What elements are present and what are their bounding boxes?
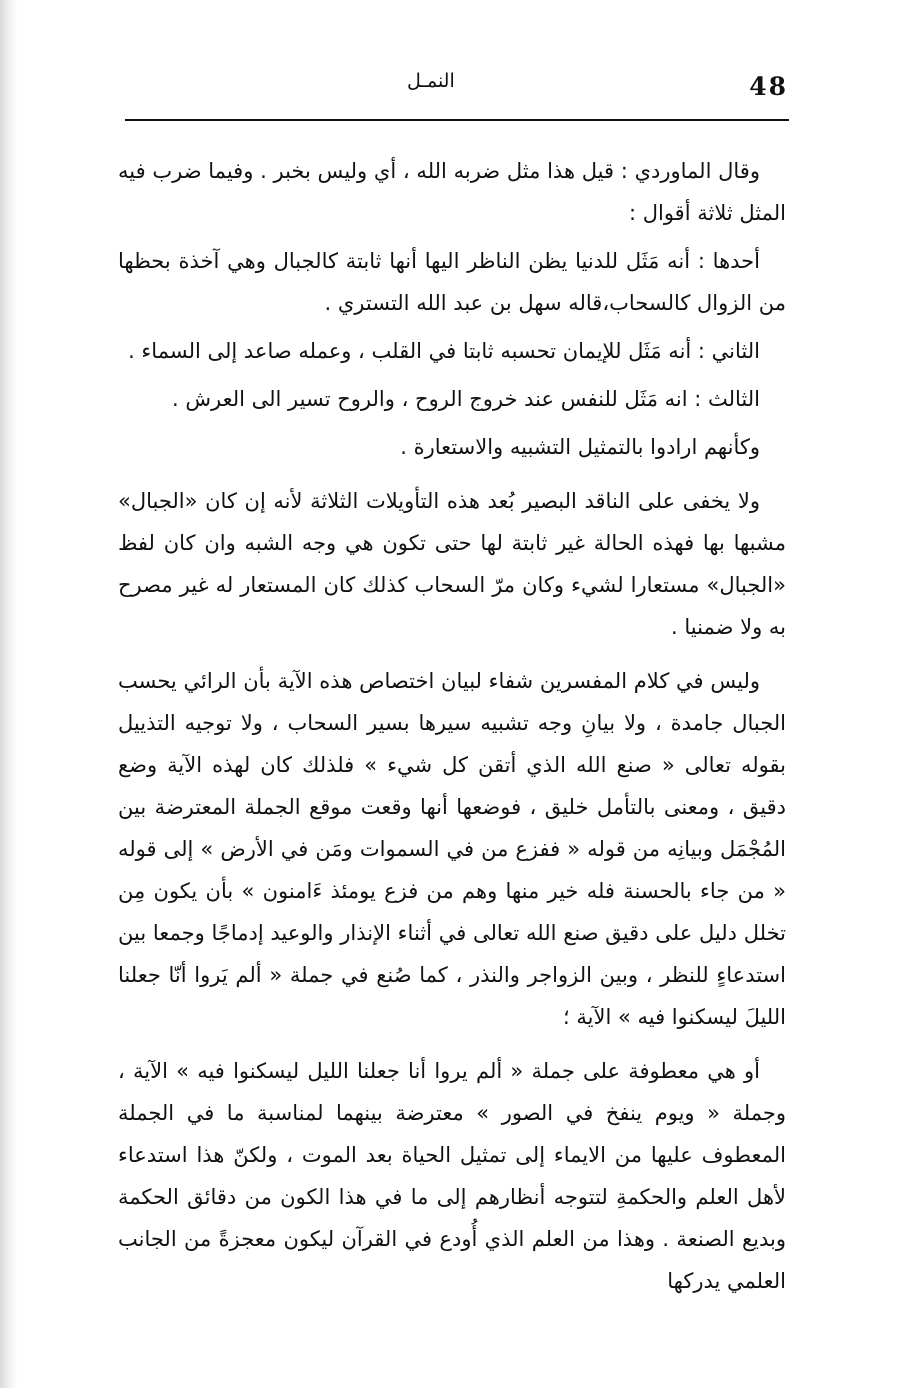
paragraph-first-opinion: أحدها : أنه مَثَل للدنيا يظن الناظر اليها أنها ثابتة كالجبال وهي آخذة بحظها من الزوال كالسحاب،قاله سهل بن عبد الله التستري .	[118, 249, 786, 315]
paragraph-critique: ولا يخفى على الناقد البصير بُعد هذه التأويلات الثلاثة لأنه إن كان «الجبال» مشبها بها فهذه الحالة غير ثابتة لها حتى تكون هي وجه الشبه وان كان لفظ «الجبال» مستعارا لشيء وكان مرّ السحاب كذلك كان المستعار له غير مصرح به ولا ضمنيا .	[118, 489, 786, 639]
paragraph-mawardi-intro: وقال الماوردي : قيل هذا مثل ضربه الله ، أي وليس بخبر . وفيما ضرب فيه المثل ثلاثة أقوال :	[118, 159, 786, 225]
paragraph-second-opinion: الثاني : أنه مَثَل للإيمان تحسبه ثابتا في القلب ، وعمله صاعد إلى السماء .	[128, 339, 760, 363]
header-rule	[125, 119, 789, 121]
book-spine-shadow	[0, 0, 18, 1388]
body-text	[118, 150, 786, 1302]
paragraph-metaphor-note: وكأنهم ارادوا بالتمثيل التشبيه والاستعارة .	[400, 435, 760, 459]
paragraph-third-opinion: الثالث : انه مَثَل للنفس عند خروج الروح ، والروح تسير الى العرش .	[172, 387, 760, 411]
paragraph-commentary: وليس في كلام المفسرين شفاء لبيان اختصاص هذه الآية بأن الرائي يحسب الجبال جامدة ، ولا بيانِ وجه تشبيه سيرها بسير السحاب ، ولا توجيه التذييل بقوله تعالى « صنع الله الذي أتقن كل شيء » فلذلك كان لهذه الآية وضع دقيق ، ومعنى بالتأمل خليق ، فوضعها أنها وقعت موقع الجملة المعترضة بين المُجْمَل وبيانِه من قوله « ففزع من في السموات ومَن في الأرض » إلى قوله « من جاء بالحسنة فله خير منها وهم من فزع يومئذ ءَامنون » بأن يكون مِن تخلل دليل على دقيق صنع الله تعالى في أثناء الإنذار والوعيد إدماجًا وجمعا بين استدعاءٍ للنظر ، وبين الزواجر والنذر ، كما صُنع في جملة « ألم يَروا أنّا جعلنا الليلَ ليسكنوا فيه » الآية ؛	[118, 669, 786, 1029]
paragraph-conjunction: أو هي معطوفة على جملة « ألم يروا أنا جعلنا الليل ليسكنوا فيه » الآية ، وجملة « ويوم ينفخ في الصور » معترضة بينهما لمناسبة ما في الجملة المعطوف عليها من الايماء إلى تمثيل الحياة بعد الموت ، ولكنّ هذا استدعاء لأهل العلم والحكمةِ لتتوجه أنظارهم إلى ما في هذا الكون من دقائق الحكمة وبديع الصنعة . وهذا من العلم الذي أُودع في القرآن ليكون معجزةً من الجانب العلمي يدركها	[118, 1059, 786, 1293]
page-number: 48	[749, 72, 788, 101]
page-header	[122, 70, 790, 110]
running-title: النمـل	[407, 70, 455, 92]
